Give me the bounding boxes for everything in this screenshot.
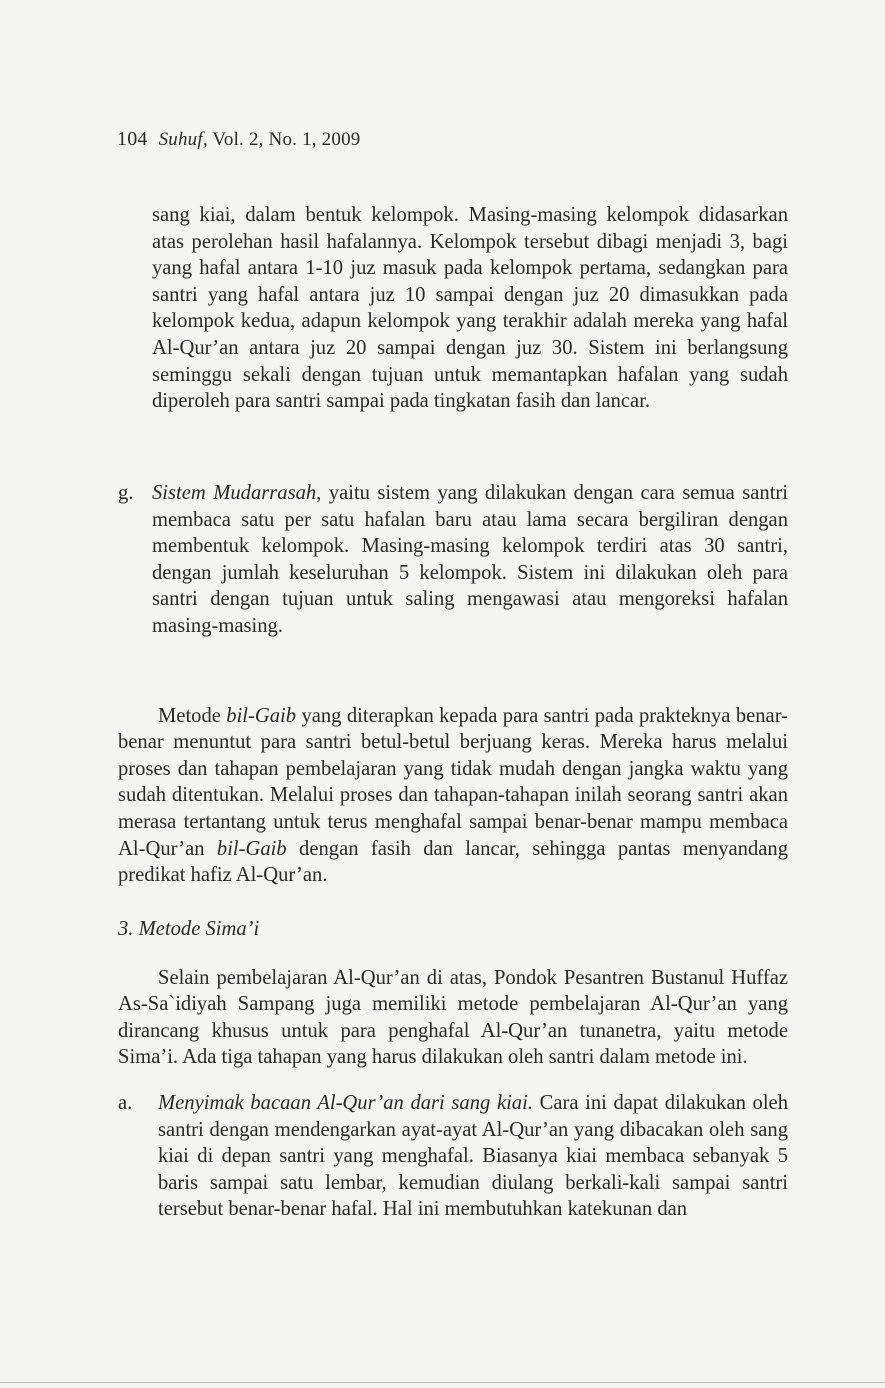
list-marker: g. — [118, 482, 134, 504]
journal-name: Suhuf, — [158, 129, 208, 150]
list-marker: a. — [118, 1092, 133, 1114]
page-number: 104 — [117, 128, 148, 150]
list-item-text: Cara ini dapat dilakukan oleh santri dengan mendengarkan ayat-ayat Al-Qur’an yang dibacakan oleh sang kiai di depan santri yang menghafal. Biasanya kiai membaca sebanyak 5 baris sampai satu lembar, kemudian diulang berkali-kali sampai santri tersebut benar-benar hafal. Hal ini membutuhkan katekunan dan — [158, 1092, 788, 1221]
list-item-body — [152, 480, 788, 640]
journal-volume: Vol. 2, No. 1, 2009 — [212, 129, 361, 150]
paragraph-text: yang diterapkan kepada para santri pada prakteknya benar-benar menuntut para santri betul-betul berjuang keras. Mereka harus melalui proses dan tahapan pembelajaran yang tidak mudah dengan jangka waktu yang sudah ditentukan. Melalui proses dan tahapan-tahapan inilah seorang santri akan merasa tertantang untuk terus menghafal sampai benar-benar mampu membaca Al-Qur’an — [118, 704, 788, 860]
section-heading: 3. Metode Sima’i — [118, 918, 260, 940]
list-item-a — [118, 1090, 788, 1223]
running-header — [117, 128, 360, 151]
list-item-g — [118, 480, 788, 640]
italic-term: bil-Gaib — [216, 837, 287, 860]
scan-edge-line — [0, 1382, 885, 1383]
list-item-text: yaitu sistem yang dilakukan dengan cara semua santri membaca satu per satu hafalan baru atau lama secara bergiliran dengan membentuk kelompok. Masing-masing kelompok terdiri atas 30 santri, dengan jumlah keseluruhan 5 kelompok. Sistem ini dilakukan oleh para santri dengan tujuan untuk saling mengawasi atau mengoreksi hafalan masing-masing. — [152, 482, 788, 637]
list-item-term: Sistem Mudarrasah, — [152, 482, 322, 504]
paragraph-text: sang kiai, dalam bentuk kelompok. Masing-masing kelompok didasarkan atas perolehan hasil hafalannya. Kelompok tersebut dibagi menjadi 3, bagi yang hafal antara 1-10 juz masuk pada kelompok pertama, sedangkan para santri yang hafal antara juz 10 sampai dengan juz 20 dimasukkan pada kelompok kedua, adapun kelompok yang terakhir adalah mereka yang hafal Al-Qur’an antara juz 20 sampai dengan juz 30. Sistem ini berlangsung seminggu sekali dengan tujuan untuk memantapkan hafalan yang sudah diperoleh para santri sampai pada tingkatan fasih dan lancar. — [152, 204, 788, 413]
body-paragraph: Selain pembelajaran Al-Qur’an di atas, Pondok Pesantren Bustanul Huffaz As-Sa`idiyah Sampang juga memiliki metode pembelajaran Al-Qur’an yang dirancang khusus untuk para penghafal Al-Qur’an tunanetra, yaitu metode Sima’i. Ada tiga tahapan yang harus dilakukan oleh santri dalam metode ini. — [118, 966, 788, 1069]
list-item-body — [158, 1090, 788, 1223]
list-item-term: Menyimak bacaan Al-Qur’an dari sang kiai. — [158, 1092, 533, 1114]
paragraph-text: Metode — [158, 704, 227, 727]
italic-term: bil-Gaib — [226, 704, 297, 727]
body-paragraph — [118, 703, 788, 889]
paragraph-text: dengan fasih dan lancar, sehingga pantas menyandang predikat hafiz Al-Qur’an. — [118, 837, 788, 887]
continued-list-item — [152, 202, 788, 415]
